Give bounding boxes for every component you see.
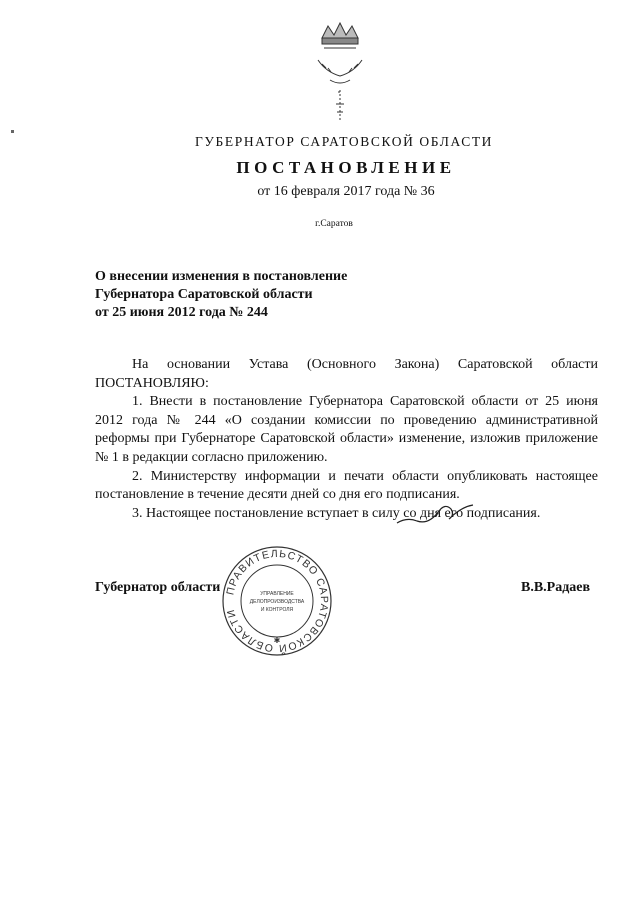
stamp-line: ДЕЛОПРОИЗВОДСТВА bbox=[249, 599, 305, 605]
body-intro: На основании Устава (Основного Закона) Саратовской области bbox=[132, 357, 598, 372]
signature-label: Губернатор области bbox=[95, 580, 221, 595]
subject-line: Губернатора Саратовской области bbox=[95, 287, 313, 302]
document-date-number: от 16 февраля 2017 года № 36 bbox=[257, 184, 435, 199]
document-city: г.Саратов bbox=[315, 219, 353, 229]
body-item-1: 1. Внести в постановление Губернатора Саратовской области от 25 июня 2012 года № 244 «О создании комиссии по проведению административной реформы при Губернаторе Саратовской области» изменение, изложив приложение № 1 в редакции согласно приложению. bbox=[95, 394, 598, 465]
body-item-2: 2. Министерству информации и печати области опубликовать настоящее постановление в течение десяти дней со дня его подписания. bbox=[95, 468, 598, 503]
subject-line: от 25 июня 2012 года № 244 bbox=[95, 305, 268, 320]
stamp-line: УПРАВЛЕНИЕ bbox=[260, 591, 294, 597]
signature-name: В.В.Радаев bbox=[521, 580, 591, 595]
stamp-line: И КОНТРОЛЯ bbox=[260, 607, 294, 613]
stamp-ring-text: ПРАВИТЕЛЬСТВО САРАТОВСКОЙ ОБЛАСТИ bbox=[224, 547, 331, 655]
body-item-3: 3. Настоящее постановление вступает в силу со дня его подписания. bbox=[132, 505, 541, 521]
document-body bbox=[95, 356, 598, 523]
subject-line: О внесении изменения в постановление bbox=[95, 269, 348, 284]
handwritten-signature bbox=[395, 497, 475, 527]
document-subject bbox=[95, 268, 415, 322]
svg-text:✱: ✱ bbox=[273, 636, 281, 645]
issuing-authority: ГУБЕРНАТОР САРАТОВСКОЙ ОБЛАСТИ bbox=[194, 134, 494, 149]
coat-of-arms-icon bbox=[300, 20, 380, 125]
body-resolve: ПОСТАНОВЛЯЮ: bbox=[95, 375, 209, 391]
scan-artifact bbox=[11, 130, 14, 133]
official-stamp bbox=[221, 545, 333, 657]
document-type: ПОСТАНОВЛЕНИЕ bbox=[236, 158, 456, 177]
